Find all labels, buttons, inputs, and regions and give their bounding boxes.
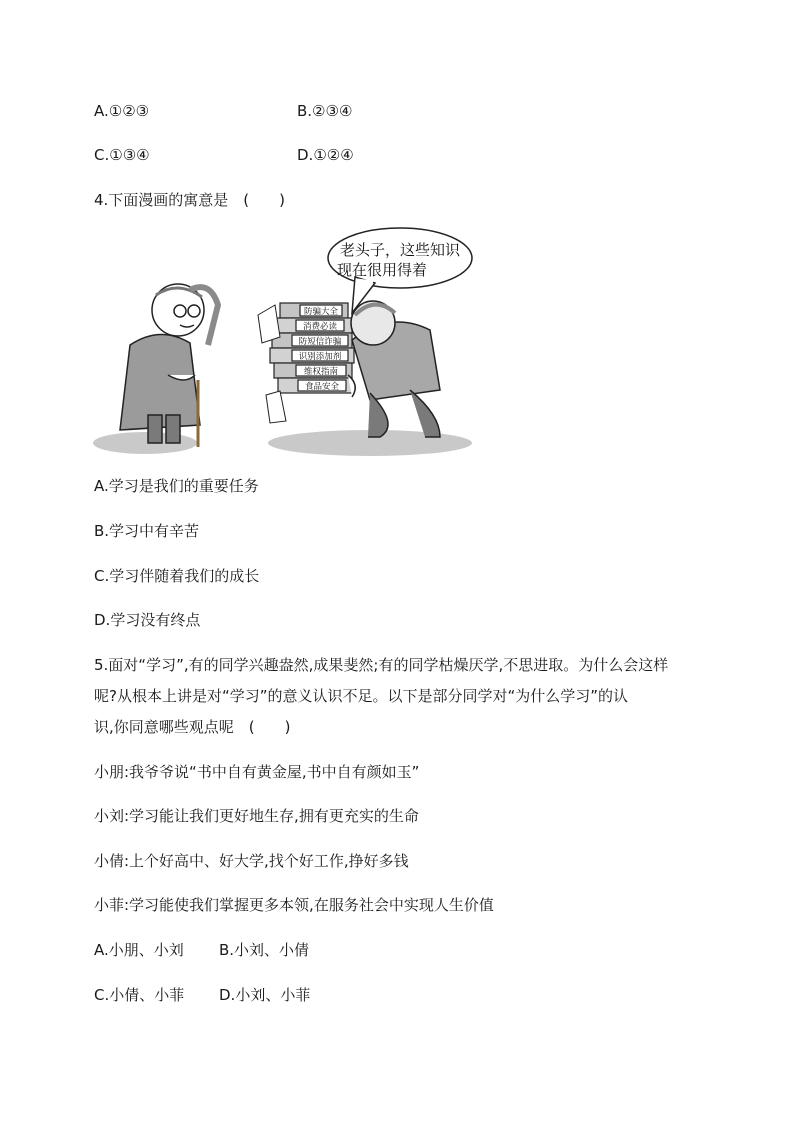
q5-option-d: D.小刘、小菲 bbox=[219, 986, 311, 1004]
q5-option-c: C.小倩、小菲 bbox=[94, 986, 185, 1004]
speech-bubble bbox=[328, 228, 472, 313]
book-label-4: 识别添加剂 bbox=[298, 352, 342, 362]
q4-option-a: A.学习是我们的重要任务 bbox=[94, 477, 259, 495]
q5-statement-xiaoqian: 小倩:上个好高中、好大学,找个好工作,挣好多钱 bbox=[94, 852, 409, 870]
q5-statement-xiaoliu: 小刘:学习能让我们更好地生存,拥有更充实的生命 bbox=[94, 807, 419, 825]
q3-options-row-2 bbox=[94, 145, 354, 165]
q4-option-b: B.学习中有辛苦 bbox=[94, 522, 200, 540]
q3-option-c: C.①③④ bbox=[94, 146, 150, 164]
q3-option-a: A.①②③ bbox=[94, 102, 150, 120]
ground-shadow-left bbox=[93, 432, 197, 454]
q3-options-row-1 bbox=[94, 101, 353, 121]
cartoon-illustration bbox=[90, 225, 475, 460]
q4-option-c: C.学习伴随着我们的成长 bbox=[94, 567, 260, 585]
book-label-5: 维权指南 bbox=[303, 367, 339, 377]
flying-paper-2 bbox=[266, 391, 286, 423]
book-label-3: 防短信诈骗 bbox=[298, 337, 342, 347]
q5-options-row-2 bbox=[94, 985, 311, 1005]
q5-statement-xiaopeng: 小朋:我爷爷说“书中自有黄金屋,书中自有颜如玉” bbox=[94, 763, 420, 781]
q4-option-d: D.学习没有终点 bbox=[94, 611, 201, 629]
speech-bubble-text-2: 现在很用得着 bbox=[336, 261, 428, 279]
q5-options-row-1 bbox=[94, 940, 310, 960]
q3-option-b: B.②③④ bbox=[297, 102, 353, 120]
q5-option-b: B.小刘、小倩 bbox=[219, 941, 310, 959]
q5-statement-xiaofei: 小菲:学习能使我们掌握更多本领,在服务社会中实现人生价值 bbox=[94, 896, 494, 914]
q5-option-a: A.小朋、小刘 bbox=[94, 941, 184, 959]
q5-stem-line-1: 5.面对“学习”,有的同学兴趣盎然,成果斐然;有的同学枯燥厌学,不思进取。为什么会这样 bbox=[94, 656, 669, 674]
q3-option-d: D.①②④ bbox=[297, 146, 354, 164]
q5-stem-line-2: 呢?从根本上讲是对“学习”的意义认识不足。以下是部分同学对“为什么学习”的认 bbox=[94, 687, 629, 705]
speech-bubble-text-1: 老头子，这些知识 bbox=[339, 241, 461, 259]
q5-stem-line-3: 识,你同意哪些观点呢 ( ) bbox=[94, 718, 291, 736]
book-label-1: 防骗大全 bbox=[303, 307, 339, 317]
book-label-2: 消费必读 bbox=[302, 322, 338, 332]
old-woman-figure bbox=[348, 301, 440, 437]
old-man-figure bbox=[120, 284, 218, 447]
flying-paper-1 bbox=[258, 305, 280, 343]
q4-stem: 4.下面漫画的寓意是 ( ) bbox=[94, 191, 286, 209]
book-label-6: 食品安全 bbox=[304, 382, 340, 392]
